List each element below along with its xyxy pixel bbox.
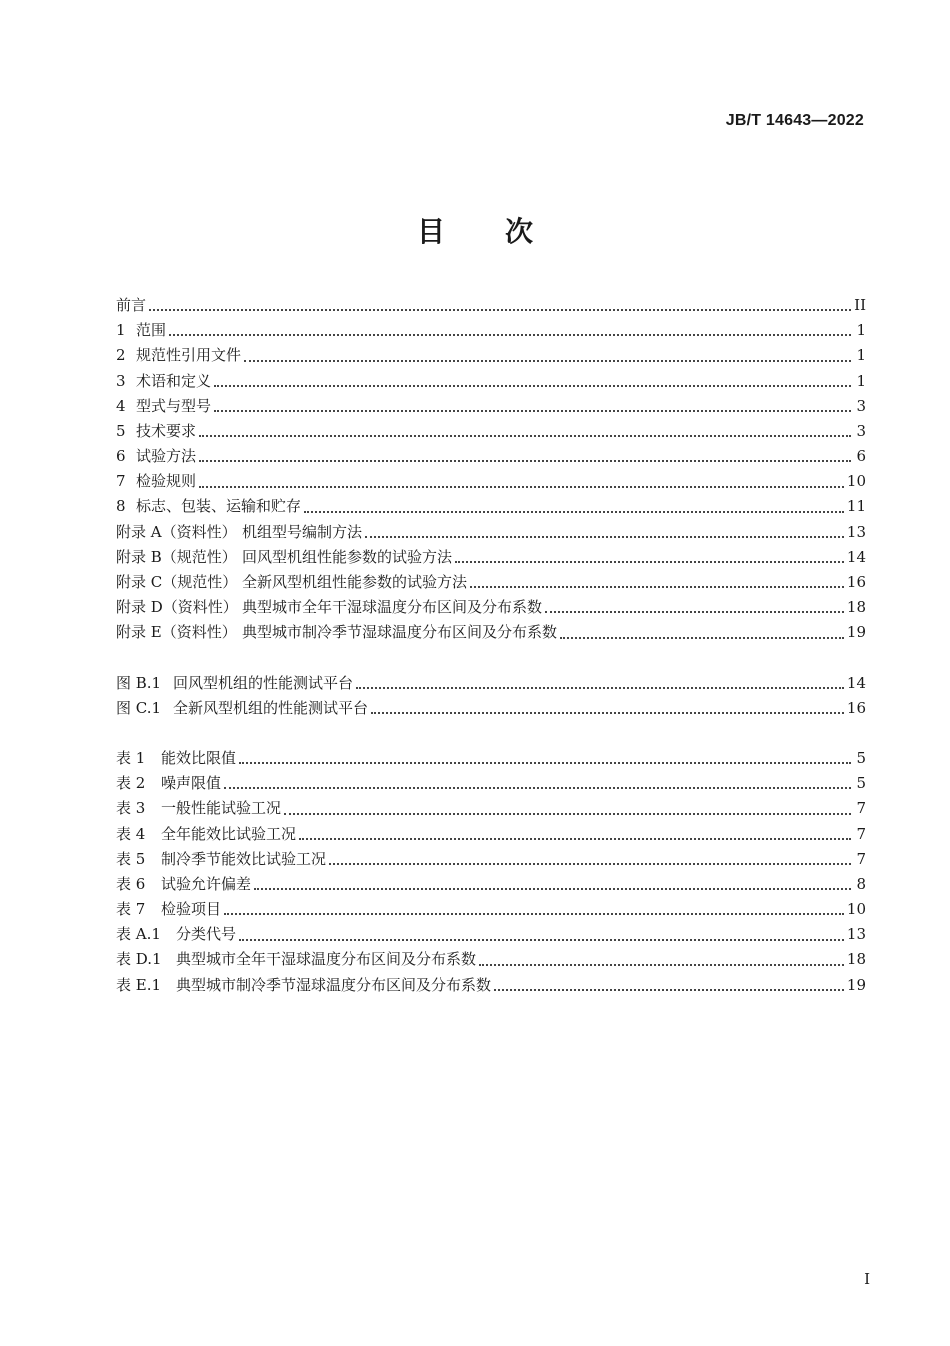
- toc-entry-page: 14: [846, 547, 866, 566]
- toc-entry-number: 附录 E（资料性）: [116, 623, 237, 642]
- toc-entry-title: 技术要求: [136, 421, 197, 440]
- toc-entry-title: 前言: [116, 295, 147, 314]
- toc-entry-page: 18: [846, 950, 866, 969]
- toc-entry-table-4[interactable]: [116, 822, 866, 847]
- toc-leader-dots: [479, 964, 844, 966]
- toc-leader-dots: [365, 536, 844, 538]
- toc-entry-title: 检验规则: [136, 472, 197, 491]
- document-code: JB/T 14643—2022: [725, 112, 864, 129]
- toc-entry-table-3[interactable]: [116, 796, 866, 821]
- toc-entry-section-5[interactable]: [116, 419, 866, 444]
- toc-entry-number: 表 1: [116, 748, 146, 767]
- toc-entry-page: 13: [846, 925, 866, 944]
- toc-entry-page: 18: [846, 598, 866, 617]
- toc-entry-appendix-d[interactable]: [116, 595, 866, 620]
- toc-entry-title: 试验方法: [136, 447, 197, 466]
- toc-entry-number: 表 3: [116, 799, 146, 818]
- toc-entry-title: 典型城市全年干湿球温度分布区间及分布系数: [176, 950, 477, 969]
- toc-leader-dots: [494, 989, 844, 991]
- toc-entry-section-7[interactable]: [116, 469, 866, 494]
- toc-entry-table-6[interactable]: [116, 872, 866, 897]
- toc-entry-number: 表 6: [116, 874, 146, 893]
- toc-entry-title: 一般性能试验工况: [161, 799, 282, 818]
- toc-entry-title: 典型城市制冷季节湿球温度分布区间及分布系数: [242, 623, 558, 642]
- toc-entry-title: 制冷季节能效比试验工况: [161, 849, 327, 868]
- toc-entry-table-1[interactable]: [116, 746, 866, 771]
- toc-entry-title: 典型城市制冷季节湿球温度分布区间及分布系数: [176, 975, 492, 994]
- toc-entry-page: 13: [846, 522, 866, 541]
- toc-entry-number: 附录 C（规范性）: [116, 573, 238, 592]
- toc-entry-page: 10: [846, 900, 866, 919]
- toc-entry-number: 6: [116, 447, 126, 466]
- toc-entry-page: 16: [846, 698, 866, 717]
- toc-entry-page: 5: [856, 774, 866, 793]
- toc-entry-number: 表 D.1: [116, 950, 162, 969]
- toc-entry-title: 典型城市全年干湿球温度分布区间及分布系数: [242, 598, 543, 617]
- toc-figures: [116, 671, 866, 721]
- toc-entry-section-6[interactable]: [116, 444, 866, 469]
- toc-entry-section-3[interactable]: [116, 369, 866, 394]
- toc-entry-number: 附录 B（规范性）: [116, 547, 237, 566]
- toc-entry-number: 2: [116, 346, 126, 365]
- toc-entry-title: 全新风型机组的性能测试平台: [173, 698, 369, 717]
- toc-entry-title: 标志、包装、运输和贮存: [136, 497, 302, 516]
- toc-entry-table-d1[interactable]: [116, 948, 866, 973]
- toc-entry-title: 回风型机组性能参数的试验方法: [242, 547, 453, 566]
- toc-entry-title: 范围: [136, 321, 167, 340]
- toc-entry-page: 1: [856, 371, 866, 390]
- toc-entry-page: 14: [846, 673, 866, 692]
- toc-entry-title: 全年能效比试验工况: [161, 824, 297, 843]
- toc-entry-page: 8: [856, 874, 866, 893]
- toc-entry-table-5[interactable]: [116, 847, 866, 872]
- toc-entry-appendix-e[interactable]: [116, 620, 866, 645]
- toc-entry-number: 4: [116, 396, 126, 415]
- toc-entry-number: 7: [116, 472, 126, 491]
- toc-entry-page: 7: [856, 799, 866, 818]
- toc-entry-appendix-c[interactable]: [116, 570, 866, 595]
- toc-leader-dots: [239, 939, 844, 941]
- toc-leader-dots: [254, 888, 851, 890]
- toc-entry-title: 全新风型机组性能参数的试验方法: [242, 573, 468, 592]
- toc-leader-dots: [199, 435, 851, 437]
- toc-entry-title: 型式与型号: [136, 396, 212, 415]
- toc-leader-dots: [224, 787, 851, 789]
- toc-entry-title: 术语和定义: [136, 371, 212, 390]
- toc-entry-number: 图 C.1: [116, 698, 162, 717]
- toc-entry-number: 表 E.1: [116, 975, 162, 994]
- toc-entry-title: 噪声限值: [161, 774, 222, 793]
- toc-entry-title: 回风型机组的性能测试平台: [173, 673, 354, 692]
- toc-entry-number: 表 7: [116, 900, 146, 919]
- toc-entry-figure-c1[interactable]: [116, 696, 866, 721]
- toc-leader-dots: [244, 360, 851, 362]
- toc-leader-dots: [284, 813, 851, 815]
- toc-entry-page: 10: [846, 472, 866, 491]
- toc-entry-number: 1: [116, 321, 126, 340]
- toc-entry-page: 16: [846, 573, 866, 592]
- toc-tables: [116, 746, 866, 998]
- toc-entry-table-7[interactable]: [116, 897, 866, 922]
- toc-leader-dots: [329, 863, 851, 865]
- toc-entry-number: 表 2: [116, 774, 146, 793]
- toc-entry-number: 3: [116, 371, 126, 390]
- toc-entry-table-2[interactable]: [116, 771, 866, 796]
- toc-leader-dots: [371, 712, 844, 714]
- toc-leader-dots: [455, 561, 844, 563]
- toc-leader-dots: [214, 410, 851, 412]
- toc-entry-number: 附录 A（资料性）: [116, 522, 237, 541]
- toc-leader-dots: [149, 309, 851, 311]
- table-of-contents: [116, 293, 866, 998]
- toc-entry-appendix-b[interactable]: [116, 545, 866, 570]
- toc-leader-dots: [224, 913, 844, 915]
- toc-leader-dots: [239, 762, 851, 764]
- toc-entry-section-8[interactable]: [116, 495, 866, 520]
- toc-leader-dots: [304, 511, 844, 513]
- toc-entry-number: 表 5: [116, 849, 146, 868]
- toc-leader-dots: [356, 687, 844, 689]
- toc-leader-dots: [560, 637, 844, 639]
- toc-entry-page: 3: [856, 421, 866, 440]
- toc-entry-page: 5: [856, 748, 866, 767]
- toc-leader-dots: [214, 385, 851, 387]
- toc-entry-number: 8: [116, 497, 126, 516]
- toc-entry-page: 11: [846, 497, 866, 516]
- toc-leader-dots: [470, 586, 844, 588]
- toc-entry-appendix-a[interactable]: [116, 520, 866, 545]
- toc-entry-page: 1: [856, 346, 866, 365]
- toc-entry-title: 机组型号编制方法: [242, 522, 363, 541]
- toc-entry-section-1[interactable]: [116, 318, 866, 343]
- toc-entry-page: 19: [846, 975, 866, 994]
- toc-leader-dots: [169, 334, 851, 336]
- toc-entry-title: 分类代号: [176, 925, 237, 944]
- toc-entry-figure-b1[interactable]: [116, 671, 866, 696]
- toc-leader-dots: [199, 460, 851, 462]
- toc-entry-page: II: [854, 295, 866, 314]
- toc-entry-number: 5: [116, 421, 126, 440]
- toc-entry-table-e1[interactable]: [116, 973, 866, 998]
- page-number: I: [864, 1270, 870, 1288]
- page-title: 目次: [416, 215, 593, 248]
- toc-entry-page: 19: [846, 623, 866, 642]
- toc-entry-title: 检验项目: [161, 900, 222, 919]
- toc-entry-section-2[interactable]: [116, 343, 866, 368]
- toc-leader-dots: [299, 838, 851, 840]
- toc-leader-dots: [545, 611, 844, 613]
- toc-entry-section-4[interactable]: [116, 394, 866, 419]
- toc-entry-title: 能效比限值: [161, 748, 237, 767]
- toc-entry-page: 7: [856, 849, 866, 868]
- toc-entry-title: 规范性引用文件: [136, 346, 242, 365]
- toc-leader-dots: [199, 486, 844, 488]
- toc-entry-number: 图 B.1: [116, 673, 162, 692]
- toc-entry-number: 附录 D（资料性）: [116, 598, 238, 617]
- toc-entry-foreword[interactable]: [116, 293, 866, 318]
- toc-entry-title: 试验允许偏差: [161, 874, 252, 893]
- toc-entry-number: 表 4: [116, 824, 146, 843]
- toc-entry-page: 6: [856, 447, 866, 466]
- toc-entry-page: 7: [856, 824, 866, 843]
- toc-entry-page: 3: [856, 396, 866, 415]
- toc-entry-table-a1[interactable]: [116, 922, 866, 947]
- toc-entry-page: 1: [856, 321, 866, 340]
- toc-sections: [116, 293, 866, 646]
- toc-entry-number: 表 A.1: [116, 925, 161, 944]
